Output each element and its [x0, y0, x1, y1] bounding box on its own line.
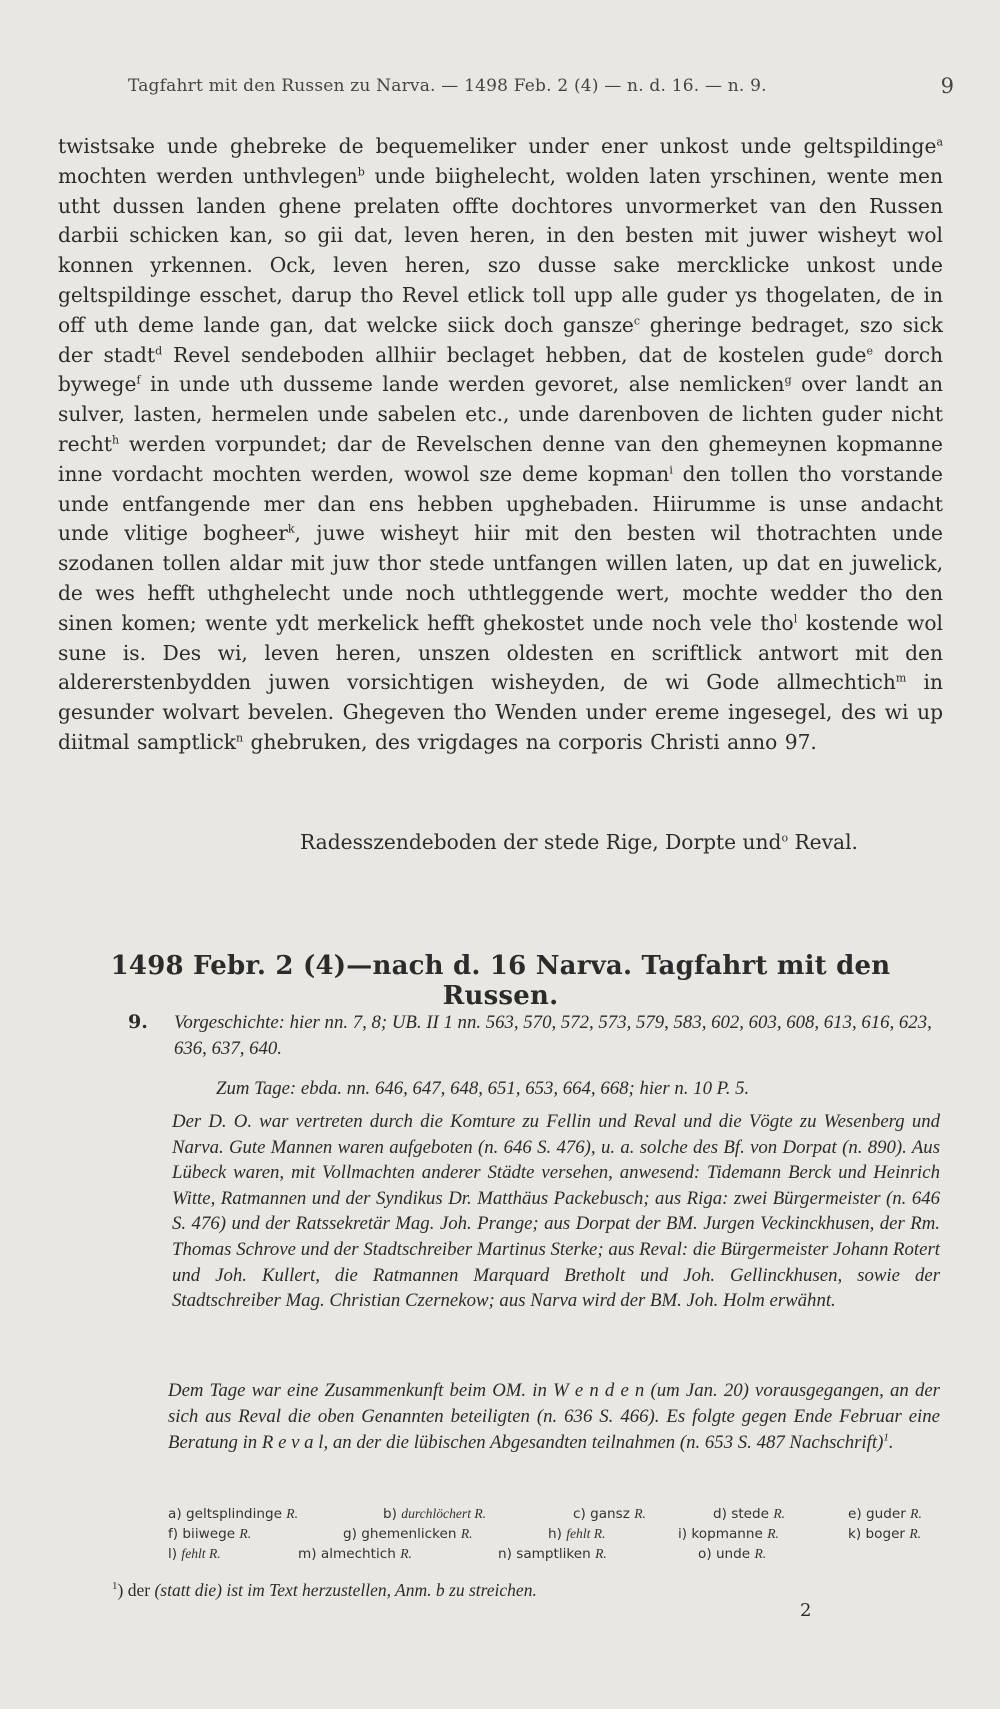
- running-header: [128, 72, 954, 102]
- footnote-ref: l: [793, 612, 798, 626]
- note-b: b) durchlöchert R.: [383, 1506, 487, 1522]
- text-run: werden vorpundet; dar de Revelschen denne van den ghemeynen kopmanne inne vordacht mochten werden, wowol sze deme kopman: [58, 431, 943, 486]
- footnote-ref: b: [357, 165, 365, 179]
- footnote-mark: 1: [112, 1580, 118, 1593]
- footnote-ref: m: [895, 671, 907, 685]
- text-run: den tollen tho vorstande unde entfangende mer dan ens hebben upghebaden. Hiirumme is unse andacht unde vlitige bogheer: [58, 461, 943, 546]
- letter-paragraph: [58, 132, 943, 758]
- note-e: e) guder R.: [848, 1506, 922, 1522]
- text-run: gheringe bedraget, szo sick der stadt: [58, 312, 943, 367]
- footnote-ref: g: [784, 373, 792, 387]
- note-l: l) fehlt R.: [168, 1546, 221, 1562]
- footnote-ref: n: [236, 731, 244, 745]
- spaced-place: R e v a l: [261, 1431, 324, 1453]
- text-run: in unde uth dusseme lande werden gevoret, alse nemlicken: [140, 372, 785, 397]
- context-paragraph: [168, 1378, 940, 1455]
- spaced-place: W e n d e n: [553, 1380, 645, 1401]
- footnote-ref: o: [781, 831, 789, 845]
- vorgeschichte: Vorgeschichte: hier nn. 7, 8; UB. II 1 nn. 563, 570, 572, 573, 579, 583, 602, 603, 608, 613, 616, 623, 636, 637, 640.: [174, 1012, 932, 1059]
- text-run: .: [888, 1431, 894, 1453]
- text-run: twistsake unde ghebreke de bequemeliker under ener unkost unde geltspildinge: [58, 134, 937, 158]
- text-run: kostende wol sune is. Des wi, leven heren, unszen oldesten en scriftlick antwort mit den aldererstenbydden juwen vorsichtigen wisheyden, de wi Gode allmechtich: [58, 610, 944, 695]
- note-h: h) fehlt R.: [548, 1526, 606, 1542]
- footnote-ref: 1: [883, 1431, 889, 1444]
- signature-tail: Reval.: [788, 830, 858, 854]
- footnote-ref: d: [155, 343, 163, 357]
- page-number: 9: [940, 74, 954, 98]
- letter-body: [58, 132, 943, 758]
- text-run: unde biighelecht, wolden laten yrschinen, wente men utht dussen landen ghene prelaten offte dochtores unvormerket van den Russen darbii schicken kan, so gii dat, leven heren, in den besten mit juwer wisheyt wol konnen yrkennen. Ock, leven heren, szo dusse sake mercklicke unkost unde geltspildinge esschet, darup tho Revel etlick toll upp alle guder ys thogelaten, de in off uth deme lande gan, dat welcke siick doch gansze: [58, 163, 944, 337]
- note-g: g) ghemenlicken R.: [343, 1526, 473, 1542]
- textual-notes: [168, 1504, 948, 1564]
- zum-tage: Zum Tage: ebda. nn. 646, 647, 648, 651, 653, 664, 668; hier n. 10 P. 5.: [216, 1078, 750, 1099]
- footnote-ref: a: [936, 135, 943, 149]
- footnote-1: [112, 1580, 912, 1601]
- note-i: i) kopmanne R.: [678, 1526, 779, 1542]
- text-run: (um Jan. 20) vorausgegangen, an der sich aus Reval die oben Genannten beteiligten (n. 636 S. 466). Es folgte gegen Ende Februar eine Beratung in: [168, 1380, 940, 1453]
- text-run: dorch bywege: [58, 342, 944, 397]
- note-a: a) geltsplindinge R.: [168, 1506, 298, 1522]
- note-n: n) samptliken R.: [498, 1546, 607, 1562]
- entry-number: 9.: [128, 1011, 148, 1033]
- note-m: m) almechtich R.: [298, 1546, 412, 1562]
- footnote-ref: e: [866, 343, 873, 357]
- signature-number: 2: [800, 1600, 812, 1621]
- section-heading: 1498 Febr. 2 (4)—nach d. 16 Narva. Tagfahrt mit den Russen.: [110, 951, 891, 1011]
- participants-paragraph: Der D. O. war vertreten durch die Komture zu Fellin und Reval und die Vögte zu Wesenberg und Narva. Gute Mannen waren aufgeboten (n. 646 S. 476), u. a. solche des Bf. von Dorpat (n. 890). Aus Lübeck waren, mit Vollmachten anderer Städte versehen, anwesend: Tidemann Berck und Heinrich Witte, Ratmannen und der Syndikus Dr. Matthäus Packebusch; aus Riga: zwei Bürgermeister (n. 646 S. 476) und der Ratssekretär Mag. Joh. Prange; aus Dorpat der BM. Jurgen Veckinckhusen, der Rm. Thomas Schrove und der Stadtschreiber Martinus Sterke; aus Reval: die Bürgermeister Johann Rotert und Joh. Kullert, die Ratmannen Marquard Bretholt und Joh. Gellinckhusen, sowie der Stadtschreiber Mag. Christian Czernekow; aus Narva wird der BM. Joh. Holm erwähnt.: [172, 1111, 940, 1312]
- text-run: , an der die lübischen Abgesandten teilnahmen (n. 653 S. 487 Nachschrift): [323, 1431, 884, 1453]
- text-run: ist im Text herzustellen, Anm. b zu streichen.: [222, 1580, 537, 1600]
- text-run: ) der: [117, 1580, 155, 1600]
- text-run: ghebruken, des vrigdages na corporis Christi anno 97.: [243, 729, 817, 754]
- text-run: over landt an sulver, lasten, hermelen unde sabelen etc., unde darenboven de lichten guder nicht recht: [58, 372, 943, 456]
- note-o: o) unde R.: [698, 1546, 767, 1562]
- footnote-ref: f: [136, 373, 141, 387]
- header-title: Tagfahrt mit den Russen zu Narva. — 1498 Feb. 2 (4) — n. d. 16. — n. 9.: [128, 76, 767, 96]
- text-run: mochten werden unthvlegen: [58, 163, 358, 188]
- text-run: Dem Tage war eine Zusammenkunft beim OM. in: [168, 1380, 554, 1401]
- footnote-ref: i: [669, 463, 673, 477]
- entry-9: [128, 1010, 940, 1061]
- note-k: k) boger R.: [848, 1526, 922, 1542]
- text-run: , juwe wisheyt hiir mit den besten wil thotrachten unde szodanen tollen aldar mit juw thor stede untfangen willen laten, up dat en juwelick, de wes hefft uthghelecht unde noch uthtleggende wert, mochte wedder tho den sinen komen; wente ydt merkelick hefft ghekostet unde noch vele tho: [58, 521, 943, 635]
- note-d: d) stede R.: [713, 1506, 786, 1522]
- notes-row: [168, 1544, 948, 1564]
- text-run: (statt die): [154, 1580, 222, 1600]
- footnote-ref: c: [633, 314, 641, 328]
- footnote-ref: k: [287, 522, 295, 536]
- notes-row: [168, 1504, 948, 1524]
- text-run: in gesunder wolvart bevelen. Ghegeven tho Wenden under ereme ingesegel, des wi up diitmal samptlick: [58, 670, 943, 754]
- notes-row: [168, 1524, 948, 1544]
- footnote-ref: h: [112, 433, 120, 447]
- letter-signature: [300, 830, 900, 854]
- signature-text: Radesszendeboden der stede Rige, Dorpte und: [300, 830, 782, 854]
- note-c: c) gansz R.: [573, 1506, 646, 1522]
- note-f: f) biiwege R.: [168, 1526, 252, 1542]
- text-run: Revel sendeboden allhiir beclaget hebben, dat de kostelen gude: [162, 342, 867, 367]
